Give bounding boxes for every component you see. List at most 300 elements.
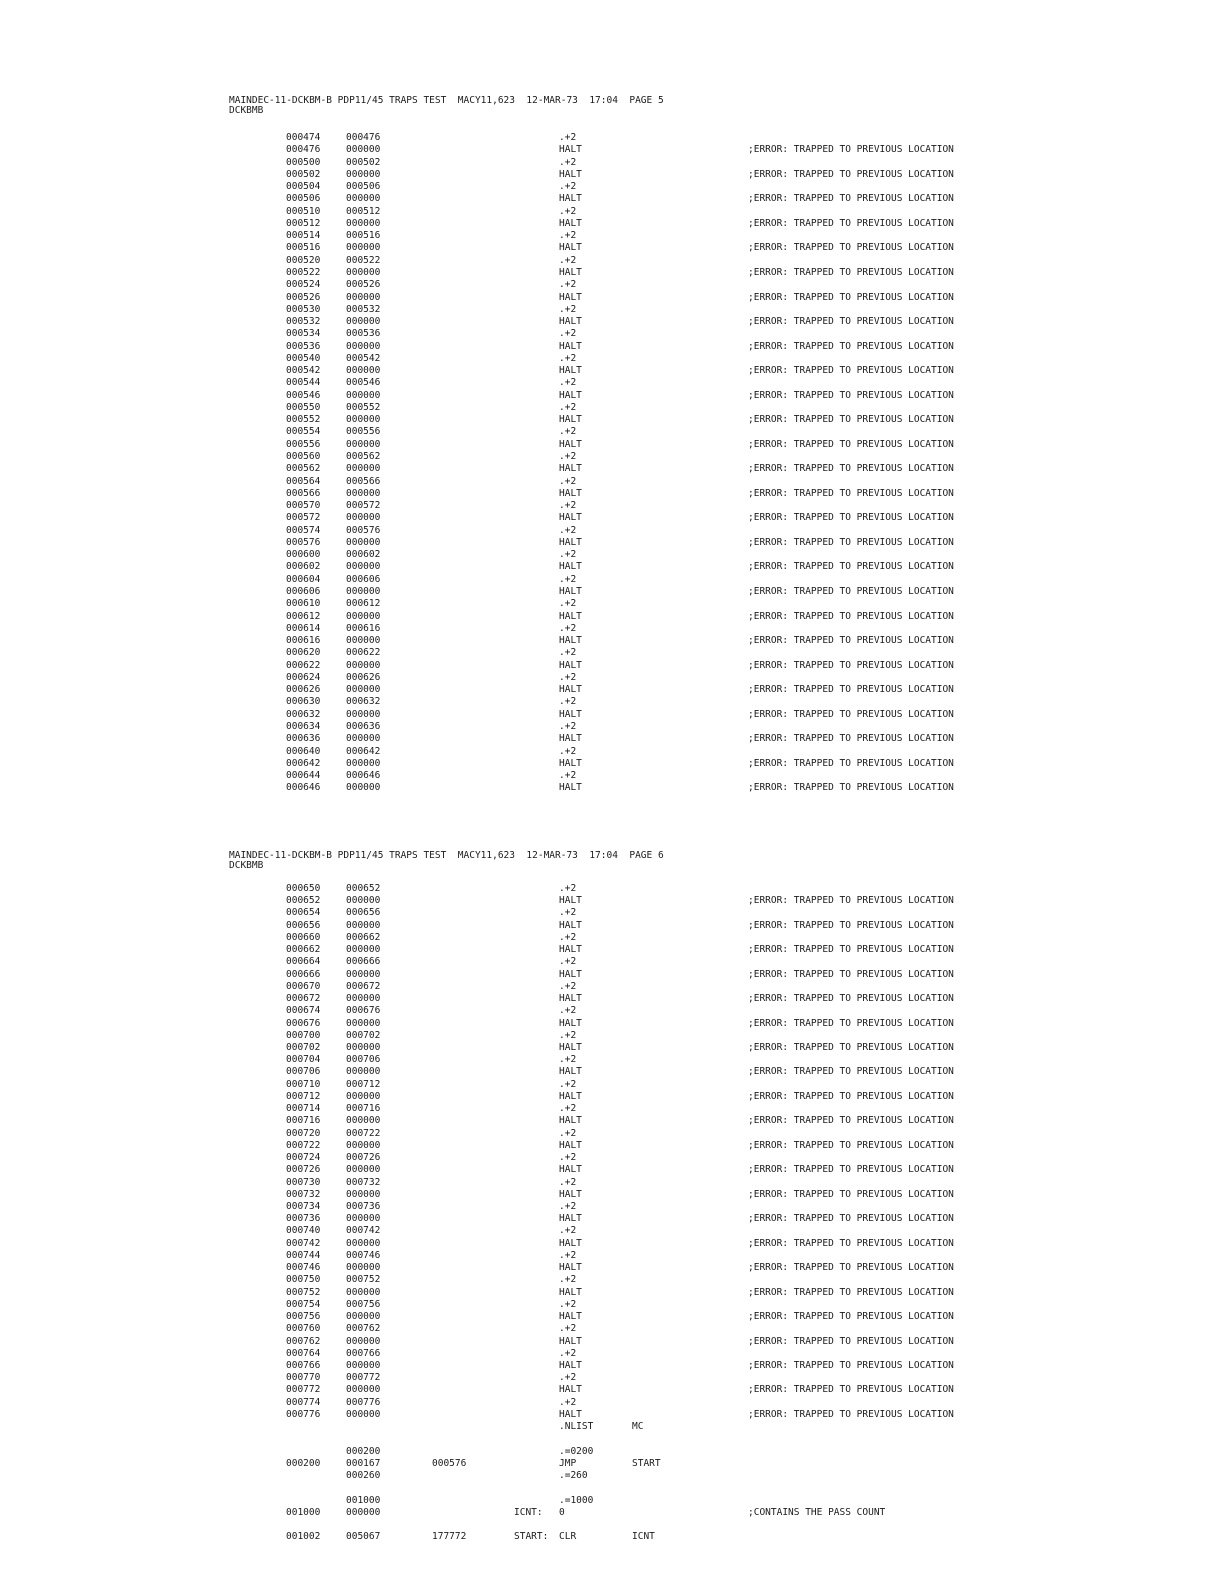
- line-addr: 000746: [286, 1262, 321, 1273]
- line-arg: START: [632, 1458, 661, 1469]
- listing-line: [0, 1140, 1224, 1152]
- line-comment: ;ERROR: TRAPPED TO PREVIOUS LOCATION: [748, 267, 954, 278]
- line-addr: 000604: [286, 574, 321, 585]
- line-addr: 000644: [286, 770, 321, 781]
- listing-line: [0, 1128, 1224, 1140]
- line-comment: ;ERROR: TRAPPED TO PREVIOUS LOCATION: [748, 1042, 954, 1053]
- line-op: .+2: [559, 157, 577, 168]
- listing-line: [0, 1507, 1224, 1519]
- listing-line: [0, 500, 1224, 512]
- listing-line: [0, 377, 1224, 389]
- line-addr: 000656: [286, 920, 321, 931]
- line-w1: 000776: [346, 1397, 381, 1408]
- listing-line: [0, 981, 1224, 993]
- line-addr: 000636: [286, 733, 321, 744]
- listing-line: [0, 758, 1224, 770]
- line-addr: 000776: [286, 1409, 321, 1420]
- line-op: .+2: [559, 696, 577, 707]
- listing-line: [0, 1262, 1224, 1274]
- line-op: HALT: [559, 1336, 582, 1347]
- line-w1: 000752: [346, 1274, 381, 1285]
- line-addr: 000560: [286, 451, 321, 462]
- listing-line: [0, 341, 1224, 353]
- line-comment: ;ERROR: TRAPPED TO PREVIOUS LOCATION: [748, 439, 954, 450]
- line-op: HALT: [559, 1066, 582, 1077]
- listing-line: [0, 1482, 1224, 1494]
- line-op: HALT: [559, 267, 582, 278]
- line-addr: 000616: [286, 635, 321, 646]
- line-w1: 000000: [346, 1238, 381, 1249]
- line-addr: 000712: [286, 1091, 321, 1102]
- listing-line: [0, 1299, 1224, 1311]
- line-addr: 000606: [286, 586, 321, 597]
- listing-line: [0, 304, 1224, 316]
- line-op: .+2: [559, 1274, 577, 1285]
- line-addr: 000632: [286, 709, 321, 720]
- line-op: .+2: [559, 451, 577, 462]
- line-w1: 000736: [346, 1201, 381, 1212]
- line-addr: 000526: [286, 292, 321, 303]
- listing-line: [0, 181, 1224, 193]
- line-addr: 000602: [286, 561, 321, 572]
- listing-line: [0, 733, 1224, 745]
- line-w1: 000000: [346, 316, 381, 327]
- listing-line: [0, 944, 1224, 956]
- line-op: .+2: [559, 1079, 577, 1090]
- line-w1: 000656: [346, 907, 381, 918]
- listing-line: [0, 1054, 1224, 1066]
- line-arg: ICNT: [632, 1531, 655, 1542]
- line-addr: 000530: [286, 304, 321, 315]
- listing-line: [0, 586, 1224, 598]
- listing-line: [0, 932, 1224, 944]
- line-w1: 000000: [346, 635, 381, 646]
- line-w1: 000546: [346, 377, 381, 388]
- line-w1: 000632: [346, 696, 381, 707]
- line-w1: 000536: [346, 328, 381, 339]
- line-w1: 000602: [346, 549, 381, 560]
- line-op: .+2: [559, 598, 577, 609]
- line-addr: 000730: [286, 1177, 321, 1188]
- listing-line: [0, 907, 1224, 919]
- line-op: HALT: [559, 1213, 582, 1224]
- line-op: .+2: [559, 353, 577, 364]
- line-w1: 000566: [346, 476, 381, 487]
- line-op: .+2: [559, 549, 577, 560]
- line-addr: 000714: [286, 1103, 321, 1114]
- line-w1: 000000: [346, 1360, 381, 1371]
- line-w1: 000000: [346, 1262, 381, 1273]
- line-op: .=0200: [559, 1446, 594, 1457]
- listing-line: [0, 883, 1224, 895]
- line-op: HALT: [559, 1115, 582, 1126]
- line-op: .+2: [559, 1372, 577, 1383]
- line-w1: 000512: [346, 206, 381, 217]
- line-addr: 000700: [286, 1030, 321, 1041]
- line-addr: 000524: [286, 279, 321, 290]
- line-w1: 000000: [346, 561, 381, 572]
- line-w1: 000542: [346, 353, 381, 364]
- line-comment: ;ERROR: TRAPPED TO PREVIOUS LOCATION: [748, 1140, 954, 1151]
- line-comment: ;ERROR: TRAPPED TO PREVIOUS LOCATION: [748, 969, 954, 980]
- listing-line: [0, 1066, 1224, 1078]
- line-w1: 000000: [346, 537, 381, 548]
- listing-line: [0, 549, 1224, 561]
- line-op: .+2: [559, 721, 577, 732]
- line-w1: 000000: [346, 944, 381, 955]
- line-op: HALT: [559, 1311, 582, 1322]
- line-op: .+2: [559, 956, 577, 967]
- line-op: .+2: [559, 1054, 577, 1065]
- line-w1: 000616: [346, 623, 381, 634]
- line-w1: 000000: [346, 895, 381, 906]
- line-comment: ;ERROR: TRAPPED TO PREVIOUS LOCATION: [748, 341, 954, 352]
- line-comment: ;ERROR: TRAPPED TO PREVIOUS LOCATION: [748, 1091, 954, 1102]
- line-w1: 000000: [346, 920, 381, 931]
- line-w1: 000000: [346, 390, 381, 401]
- line-op: .+2: [559, 932, 577, 943]
- line-op: HALT: [559, 463, 582, 474]
- line-w1: 000200: [346, 1446, 381, 1457]
- line-w1: 000612: [346, 598, 381, 609]
- listing-line: [0, 1348, 1224, 1360]
- line-addr: 000676: [286, 1018, 321, 1029]
- line-label: START:: [514, 1531, 549, 1542]
- line-addr: 000652: [286, 895, 321, 906]
- line-addr: 000476: [286, 144, 321, 155]
- listing-line: [0, 1030, 1224, 1042]
- listing-line: [0, 426, 1224, 438]
- listing-line: [0, 696, 1224, 708]
- listing-line: [0, 157, 1224, 169]
- line-w1: 000532: [346, 304, 381, 315]
- line-op: .+2: [559, 181, 577, 192]
- line-addr: 000770: [286, 1372, 321, 1383]
- listing-line: [0, 782, 1224, 794]
- line-addr: 000552: [286, 414, 321, 425]
- line-comment: ;ERROR: TRAPPED TO PREVIOUS LOCATION: [748, 611, 954, 622]
- line-w1: 000646: [346, 770, 381, 781]
- line-w1: 000000: [346, 1213, 381, 1224]
- line-w1: 000706: [346, 1054, 381, 1065]
- line-op: .+2: [559, 255, 577, 266]
- line-op: HALT: [559, 993, 582, 1004]
- line-addr: 000516: [286, 242, 321, 253]
- line-w1: 000526: [346, 279, 381, 290]
- listing-line: [0, 1238, 1224, 1250]
- line-w1: 000000: [346, 267, 381, 278]
- line-addr: 000572: [286, 512, 321, 523]
- line-op: HALT: [559, 512, 582, 523]
- listing-line: [0, 1446, 1224, 1458]
- listing-line: [0, 537, 1224, 549]
- listing-line: [0, 230, 1224, 242]
- line-op: .NLIST: [559, 1421, 594, 1432]
- line-w1: 000732: [346, 1177, 381, 1188]
- line-addr: 000510: [286, 206, 321, 217]
- line-comment: ;ERROR: TRAPPED TO PREVIOUS LOCATION: [748, 1018, 954, 1029]
- line-label: ICNT:: [514, 1507, 543, 1518]
- line-addr: 000734: [286, 1201, 321, 1212]
- line-w2: 000576: [432, 1458, 467, 1469]
- line-op: HALT: [559, 169, 582, 180]
- listing-line: [0, 1336, 1224, 1348]
- listing-line: [0, 1311, 1224, 1323]
- listing-line: [0, 328, 1224, 340]
- line-op: .+2: [559, 1177, 577, 1188]
- line-addr: 000760: [286, 1323, 321, 1334]
- line-comment: ;ERROR: TRAPPED TO PREVIOUS LOCATION: [748, 414, 954, 425]
- line-addr: 000772: [286, 1384, 321, 1395]
- line-w1: 000676: [346, 1005, 381, 1016]
- line-addr: 000514: [286, 230, 321, 241]
- line-comment: ;ERROR: TRAPPED TO PREVIOUS LOCATION: [748, 1360, 954, 1371]
- line-w1: 000000: [346, 488, 381, 499]
- line-comment: ;ERROR: TRAPPED TO PREVIOUS LOCATION: [748, 292, 954, 303]
- line-op: HALT: [559, 709, 582, 720]
- listing-line: [0, 193, 1224, 205]
- line-op: HALT: [559, 218, 582, 229]
- listing-line: [0, 267, 1224, 279]
- line-op: 0: [559, 1507, 565, 1518]
- line-op: HALT: [559, 488, 582, 499]
- line-addr: 000774: [286, 1397, 321, 1408]
- listing-line: [0, 1433, 1224, 1445]
- line-op: HALT: [559, 1042, 582, 1053]
- line-comment: ;ERROR: TRAPPED TO PREVIOUS LOCATION: [748, 390, 954, 401]
- line-comment: ;ERROR: TRAPPED TO PREVIOUS LOCATION: [748, 316, 954, 327]
- line-op: CLR: [559, 1531, 577, 1542]
- listing-line: [0, 1018, 1224, 1030]
- line-op: HALT: [559, 758, 582, 769]
- line-w1: 000000: [346, 463, 381, 474]
- line-op: HALT: [559, 969, 582, 980]
- line-addr: 000740: [286, 1225, 321, 1236]
- line-addr: 000762: [286, 1336, 321, 1347]
- line-op: HALT: [559, 1018, 582, 1029]
- listing-line: [0, 206, 1224, 218]
- listing-line: [0, 1519, 1224, 1531]
- line-addr: 000534: [286, 328, 321, 339]
- line-addr: 000566: [286, 488, 321, 499]
- line-op: .+2: [559, 1103, 577, 1114]
- line-addr: 000756: [286, 1311, 321, 1322]
- line-op: .+2: [559, 328, 577, 339]
- line-w1: 000000: [346, 1409, 381, 1420]
- listing-line: [0, 255, 1224, 267]
- program-name: DCKBMB: [229, 105, 264, 116]
- line-w1: 000000: [346, 1164, 381, 1175]
- line-w1: 000000: [346, 144, 381, 155]
- line-op: HALT: [559, 537, 582, 548]
- line-addr: 000750: [286, 1274, 321, 1285]
- listing-line: [0, 292, 1224, 304]
- line-comment: ;ERROR: TRAPPED TO PREVIOUS LOCATION: [748, 218, 954, 229]
- line-comment: ;ERROR: TRAPPED TO PREVIOUS LOCATION: [748, 782, 954, 793]
- listing-line: [0, 1152, 1224, 1164]
- line-w1: 000572: [346, 500, 381, 511]
- line-addr: 000726: [286, 1164, 321, 1175]
- line-w1: 000000: [346, 586, 381, 597]
- line-comment: ;ERROR: TRAPPED TO PREVIOUS LOCATION: [748, 463, 954, 474]
- line-op: HALT: [559, 242, 582, 253]
- line-addr: 000764: [286, 1348, 321, 1359]
- line-op: HALT: [559, 1360, 582, 1371]
- line-op: .+2: [559, 770, 577, 781]
- listing-line: [0, 390, 1224, 402]
- line-w1: 000000: [346, 1507, 381, 1518]
- line-addr: 000474: [286, 132, 321, 143]
- line-comment: ;ERROR: TRAPPED TO PREVIOUS LOCATION: [748, 895, 954, 906]
- line-op: HALT: [559, 390, 582, 401]
- line-op: HALT: [559, 561, 582, 572]
- line-op: HALT: [559, 895, 582, 906]
- line-addr: 000620: [286, 647, 321, 658]
- line-op: HALT: [559, 611, 582, 622]
- line-w1: 000642: [346, 746, 381, 757]
- line-addr: 001000: [286, 1507, 321, 1518]
- line-w1: 000000: [346, 782, 381, 793]
- line-addr: 000640: [286, 746, 321, 757]
- line-w1: 000716: [346, 1103, 381, 1114]
- line-comment: ;ERROR: TRAPPED TO PREVIOUS LOCATION: [748, 1336, 954, 1347]
- line-addr: 000562: [286, 463, 321, 474]
- line-op: HALT: [559, 1091, 582, 1102]
- line-addr: 000502: [286, 169, 321, 180]
- line-w1: 000000: [346, 1091, 381, 1102]
- line-w1: 000000: [346, 758, 381, 769]
- line-op: HALT: [559, 1384, 582, 1395]
- line-w1: 000766: [346, 1348, 381, 1359]
- line-comment: ;ERROR: TRAPPED TO PREVIOUS LOCATION: [748, 144, 954, 155]
- line-w1: 000000: [346, 1115, 381, 1126]
- listing-line: [0, 1213, 1224, 1225]
- listing-line: [0, 316, 1224, 328]
- line-w1: 000522: [346, 255, 381, 266]
- line-addr: 000736: [286, 1213, 321, 1224]
- line-comment: ;ERROR: TRAPPED TO PREVIOUS LOCATION: [748, 1384, 954, 1395]
- line-w1: 000000: [346, 993, 381, 1004]
- line-addr: 000744: [286, 1250, 321, 1261]
- line-addr: 000674: [286, 1005, 321, 1016]
- listing-line: [0, 132, 1224, 144]
- line-op: HALT: [559, 316, 582, 327]
- listing-line: [0, 242, 1224, 254]
- line-w1: 000000: [346, 1018, 381, 1029]
- listing-line: [0, 721, 1224, 733]
- line-op: .+2: [559, 1152, 577, 1163]
- listing-line: [0, 1091, 1224, 1103]
- line-comment: ;ERROR: TRAPPED TO PREVIOUS LOCATION: [748, 488, 954, 499]
- line-addr: 000724: [286, 1152, 321, 1163]
- line-addr: 000622: [286, 660, 321, 671]
- listing-line: [0, 1103, 1224, 1115]
- line-w1: 000000: [346, 218, 381, 229]
- listing-line: [0, 476, 1224, 488]
- line-w1: 000000: [346, 1189, 381, 1200]
- line-addr: 000664: [286, 956, 321, 967]
- listing-line: [0, 920, 1224, 932]
- line-w1: 000000: [346, 1140, 381, 1151]
- line-op: .+2: [559, 426, 577, 437]
- listing-line: [0, 1470, 1224, 1482]
- line-w1: 000562: [346, 451, 381, 462]
- line-op: .+2: [559, 230, 577, 241]
- line-addr: 000650: [286, 883, 321, 894]
- line-op: .+2: [559, 377, 577, 388]
- line-w1: 000000: [346, 365, 381, 376]
- listing-line: [0, 1323, 1224, 1335]
- line-comment: ;ERROR: TRAPPED TO PREVIOUS LOCATION: [748, 1409, 954, 1420]
- line-op: HALT: [559, 684, 582, 695]
- line-w1: 000726: [346, 1152, 381, 1163]
- line-w1: 000000: [346, 969, 381, 980]
- line-op: HALT: [559, 635, 582, 646]
- listing-line: [0, 672, 1224, 684]
- line-comment: ;ERROR: TRAPPED TO PREVIOUS LOCATION: [748, 635, 954, 646]
- line-addr: 000704: [286, 1054, 321, 1065]
- line-w2: 177772: [432, 1531, 467, 1542]
- line-addr: 000732: [286, 1189, 321, 1200]
- line-w1: 000000: [346, 242, 381, 253]
- listing-line: [0, 770, 1224, 782]
- line-addr: 000564: [286, 476, 321, 487]
- line-op: .+2: [559, 279, 577, 290]
- line-addr: 000504: [286, 181, 321, 192]
- line-op: .+2: [559, 1005, 577, 1016]
- listing-line: [0, 1372, 1224, 1384]
- listing-line: [0, 709, 1224, 721]
- line-w1: 000000: [346, 684, 381, 695]
- line-addr: 000570: [286, 500, 321, 511]
- line-addr: 000542: [286, 365, 321, 376]
- listing-line: [0, 365, 1224, 377]
- line-w1: 000502: [346, 157, 381, 168]
- line-addr: 000722: [286, 1140, 321, 1151]
- line-addr: 000610: [286, 598, 321, 609]
- line-addr: 000660: [286, 932, 321, 943]
- listing-line: [0, 463, 1224, 475]
- listing-line: [0, 1421, 1224, 1433]
- line-comment: ;ERROR: TRAPPED TO PREVIOUS LOCATION: [748, 944, 954, 955]
- listing-line: [0, 1042, 1224, 1054]
- line-w1: 000556: [346, 426, 381, 437]
- listing-line: [0, 1189, 1224, 1201]
- line-w1: 000000: [346, 611, 381, 622]
- line-comment: ;ERROR: TRAPPED TO PREVIOUS LOCATION: [748, 1311, 954, 1322]
- listing-line: [0, 414, 1224, 426]
- line-w1: 000702: [346, 1030, 381, 1041]
- page-header: MAINDEC-11-DCKBM-B PDP11/45 TRAPS TEST MACY11,623 12-MAR-73 17:04 PAGE 6: [229, 850, 664, 861]
- listing-line: [0, 623, 1224, 635]
- line-op: HALT: [559, 944, 582, 955]
- page-header: MAINDEC-11-DCKBM-B PDP11/45 TRAPS TEST MACY11,623 12-MAR-73 17:04 PAGE 5: [229, 95, 664, 106]
- line-comment: ;ERROR: TRAPPED TO PREVIOUS LOCATION: [748, 684, 954, 695]
- line-op: .+2: [559, 746, 577, 757]
- line-addr: 000522: [286, 267, 321, 278]
- listing-line: [0, 1250, 1224, 1262]
- line-addr: 000614: [286, 623, 321, 634]
- line-op: HALT: [559, 1262, 582, 1273]
- line-w1: 005067: [346, 1531, 381, 1542]
- line-op: .+2: [559, 304, 577, 315]
- line-w1: 000000: [346, 660, 381, 671]
- line-w1: 000666: [346, 956, 381, 967]
- line-addr: 000512: [286, 218, 321, 229]
- listing-line: [0, 169, 1224, 181]
- line-addr: 000200: [286, 1458, 321, 1469]
- line-w1: 000772: [346, 1372, 381, 1383]
